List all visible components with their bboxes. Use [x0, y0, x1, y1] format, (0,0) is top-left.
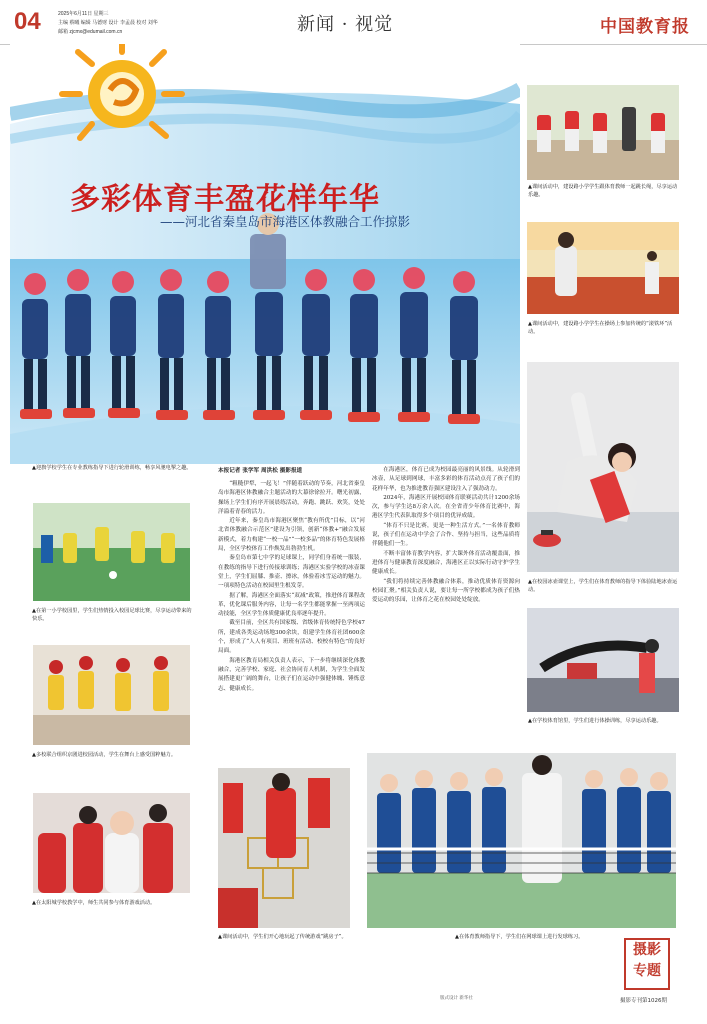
photo-opera — [33, 645, 190, 745]
section-title: 新闻 · 视觉 — [297, 14, 394, 35]
caption-badminton: ▲课间活动中，建设路小学学生在操场上参加传统的“滚铁环”活动。 — [528, 321, 673, 335]
issue-number: 摄影专刊第1026期 — [620, 998, 667, 1004]
caption-cheer: ▲在太阳城学校教学中，师生共同参与体育游戏活动。 — [32, 900, 156, 906]
photo-soccer — [33, 503, 190, 601]
photo-credit: 版式设计 新华社 — [440, 996, 473, 1001]
photo-cheer — [33, 793, 190, 893]
header-email: 邮箱 zjcmx@edumail.com.cn — [58, 29, 123, 35]
article-paragraph: “粗糙伊犁，一起飞！”伴随着跃动的节奏，河北省秦皇岛市海港区体教融合主题活动的大幕徐徐拉开。曙光初露，操场上学生们有序开展晨练活动，奔跑、跳跃、欢笑，处处洋溢着青春的活力。 — [218, 481, 365, 515]
article-paragraph: 截至目前，全区共有国家级、省级体育传统特色学校47所，建成各类运动场地300余块，组建学生体育社团600余个，形成了“人人有项目、班班有活动、校校有特色”的良好局面。 — [218, 620, 365, 655]
page-header — [0, 0, 707, 45]
photo-hopscotch — [218, 768, 350, 928]
caption-ropes: ▲课间活动中，建设路小学学生跟体育教师一起跳长绳，尽享运动乐趣。 — [528, 184, 678, 198]
stamp-line-2: 专题 — [633, 963, 661, 979]
header-date: 2025年6月11日 星期三 — [58, 11, 109, 17]
article-paragraph: 2024年，海港区开展校园体育联赛活动共计1200余场次，参与学生达8万余人次。在全省青少年体育比赛中，海港区学生代表队取得多个项目的优异成绩。 — [372, 494, 520, 520]
caption-opera: ▲多校联合组织京剧进校园活动，学生在舞台上感受国粹魅力。 — [32, 752, 177, 758]
article-paragraph: 不断丰富体育教学内容，扩大课外体育活动覆盖面，推进体育与健康教育深度融合，海港区正以实际行动守护学生健康成长。 — [372, 550, 520, 576]
page-number: 04 — [14, 8, 41, 35]
photo-curling — [527, 362, 679, 572]
caption-gym: ▲在学校体育馆里，学生们进行体操训练，尽享运动乐趣。 — [528, 718, 662, 724]
photo-feature-stamp — [624, 938, 670, 990]
stamp-line-1: 摄影 — [633, 942, 661, 958]
article-paragraph: 据了解，海港区全面落实“双减”政策，推进体育课程改革，优化课后服务内容，让每一名学生都能掌握一至两项运动技能，全区学生体质健康优良率逐年提升。 — [218, 592, 365, 618]
caption-skating: ▲迎旗学校学生在专业教练指导下进行轮滑训练，畅享风驰电掣之趣。 — [32, 465, 192, 471]
feature-subtitle: ——河北省秦皇岛市海港区体教融合工作掠影 — [160, 214, 411, 229]
photo-gym — [527, 608, 679, 712]
photo-badminton — [527, 222, 679, 314]
article-paragraph: 在海港区，体育已成为校园最亮丽的风景线。从轮滑到冰壶，从足球到网球，丰富多彩的体育活动点亮了孩子们的花样年华，也为推进教育强区建设注入了强劲动力。 — [372, 467, 520, 492]
caption-curling: ▲在校园冰壶课堂上，学生们在体育教师的指导下体验陆地冰壶运动。 — [528, 579, 678, 593]
article-paragraph: 海港区教育局相关负责人表示，下一步将继续深化体教融合，完善学校、家庭、社会协同育人机制，为学生全面发展搭建更广阔的舞台，让孩子们在运动中强健体魄、锤炼意志、健康成长。 — [218, 657, 365, 692]
photo-tennis — [367, 753, 676, 928]
article-byline: 本报记者 张学军 周洪松 摄影报道 — [218, 468, 303, 474]
article-paragraph: 近年来，秦皇岛市海港区聚焦“教有所优”目标，以“河北省体教融合示范区”建设为引领，创新“体教+”融合发展新模式，着力构建“一校一品”“一校多品”的体育特色发展格局，全区学校体育工作焕发出勃勃生机。 — [218, 518, 365, 553]
feature-banner — [10, 44, 520, 464]
article-paragraph: 秦皇岛市第七中学的足球课上，同学们身着统一服装，在教练的指导下进行传接球训练；海港区实验学校的冰壶课堂上，学生们屈膝、推壶、擦冰，体验着冰雪运动的魅力。一项项特色活动在校园里生根发芽。 — [218, 555, 365, 590]
banner-art — [10, 44, 520, 464]
newspaper-brand: 中国教育报 — [600, 17, 690, 37]
caption-hopscotch: ▲课间活动中，学生们开心地玩起了传统游戏“跳房子”。 — [218, 934, 347, 940]
article-paragraph: “体育不只是比赛，更是一种生活方式。”一名体育教师说，孩子们在运动中学会了合作、坚持与担当，这些品质将伴随他们一生。 — [372, 522, 520, 548]
article-paragraph: “我们将持续完善体教融合体系，推动优质体育资源向校园汇聚。”相关负责人说，要让每一所学校都成为孩子们热爱运动的乐园，让体育之花在校园处处绽放。 — [372, 578, 520, 604]
article-column-2 — [372, 466, 520, 758]
caption-soccer: ▲在第一小学校园里，学生们热情投入校园足球比赛，尽享运动带来的快乐。 — [32, 608, 192, 622]
photo-ropes — [527, 85, 679, 180]
article-column-1 — [218, 480, 365, 762]
header-editors: 主编 蔡曦 编辑 马德财 设计 李孟晨 校对 刘华 — [58, 20, 158, 26]
feature-title: 多彩体育丰盈花样年华 — [70, 182, 380, 217]
caption-tennis: ▲在体育教师指导下，学生们在网球课上进行发球练习。 — [455, 934, 584, 940]
